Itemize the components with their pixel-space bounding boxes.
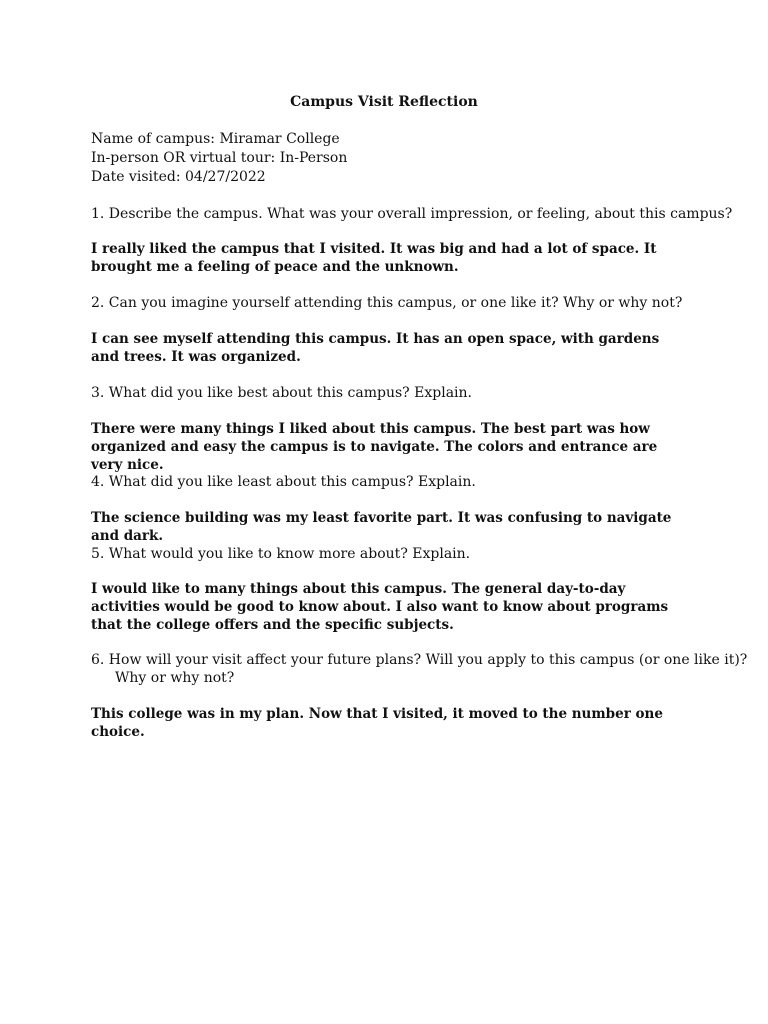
answer-1: I really liked the campus that I visited. It was big and had a lot of space. It brought me a feeling of peace and the unknown. xyxy=(91,241,657,275)
question-2: 2. Can you imagine yourself attending this campus, or one like it? Why or why not? xyxy=(91,295,683,311)
question-4: 4. What did you like least about this campus? Explain. xyxy=(91,474,476,490)
answer-5: I would like to many things about this campus. The general day-to-day activities would be good to know about. I also want to know about programs that the college offers and the specific subjects. xyxy=(91,581,669,633)
answer-2: I can see myself attending this campus. It has an open space, with gardens and trees. It was organized. xyxy=(91,331,660,365)
answer-4: The science building was my least favorite part. It was confusing to navigate and dark. xyxy=(91,510,672,544)
answer-6: This college was in my plan. Now that I visited, it moved to the number one choice. xyxy=(91,706,663,740)
question-block-3 xyxy=(91,384,681,402)
campus-name: Name of campus: Miramar College xyxy=(91,131,340,147)
question-3: 3. What did you like best about this campus? Explain. xyxy=(91,385,472,401)
question-1: 1. Describe the campus. What was your overall impression, or feeling, about this campus? xyxy=(91,206,733,222)
answer-block-5 xyxy=(91,580,681,634)
question-6: 6. How will your visit affect your future plans? Will you apply to this campus (or one like it)? xyxy=(91,652,748,668)
answer-block-2 xyxy=(91,330,681,366)
answer-block-4 xyxy=(91,509,681,545)
answer-block-6 xyxy=(91,705,681,741)
question-block-6 xyxy=(91,651,748,687)
question-5: 5. What would you like to know more about? Explain. xyxy=(91,546,471,562)
answer-block-3 xyxy=(91,420,681,474)
page-title: Campus Visit Reflection xyxy=(290,94,478,110)
answer-3: There were many things I liked about this campus. The best part was how organized and easy the campus is to navigate. The colors and entrance are very nice. xyxy=(91,421,658,473)
date-visited: Date visited: 04/27/2022 xyxy=(91,169,266,185)
question-block-1 xyxy=(91,205,733,223)
question-block-4 xyxy=(91,473,681,491)
visit-info xyxy=(91,130,347,187)
question-block-5 xyxy=(91,545,681,563)
question-block-2 xyxy=(91,294,681,312)
tour-type: In-person OR virtual tour: In-Person xyxy=(91,150,348,166)
question-6-continued: Why or why not? xyxy=(115,670,235,686)
answer-block-1 xyxy=(91,240,681,276)
